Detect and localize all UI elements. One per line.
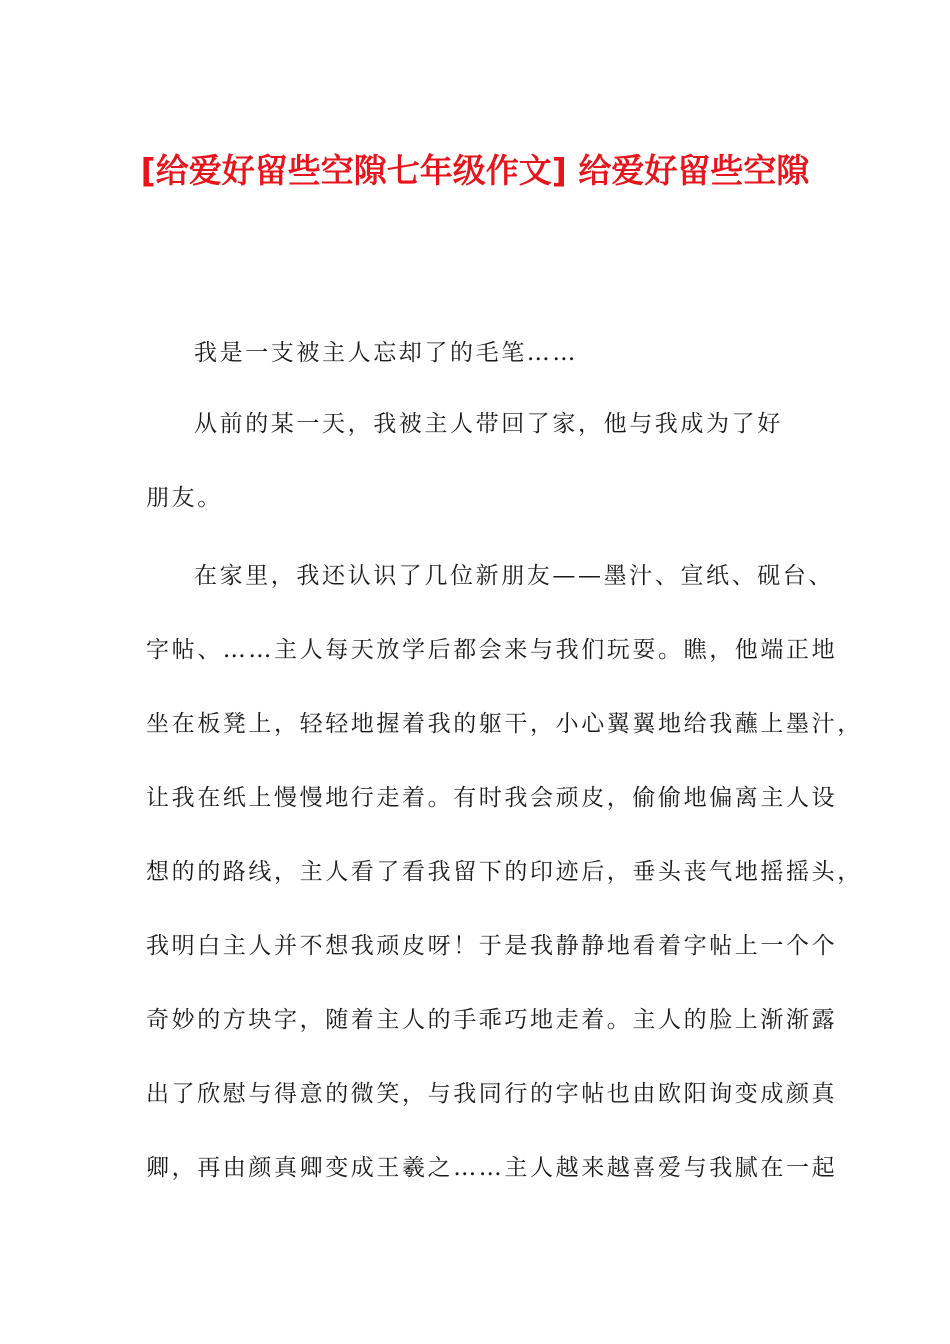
paragraph-3-line: 想的的路线，主人看了看我留下的印迹后，垂头丧气地摇摇头， (146, 859, 863, 885)
paragraph-3-line: 我明白主人并不想我顽皮呀！于是我静静地看着字帖上一个个 (146, 933, 838, 959)
document-title: [给爱好留些空隙七年级作文] 给爱好留些空隙 (140, 151, 810, 190)
paragraph-3-line: 出了欣慰与得意的微笑，与我同行的字帖也由欧阳询变成颜真 (146, 1081, 838, 1107)
paragraph-3-line: 让我在纸上慢慢地行走着。有时我会顽皮，偷偷地偏离主人设 (146, 785, 838, 811)
paragraph-2: 从前的某一天，我被主人带回了家，他与我成为了好朋友。 (146, 411, 783, 511)
paragraph-3-line: 卿，再由颜真卿变成王羲之……主人越来越喜爱与我腻在一起 (146, 1155, 838, 1181)
paragraph-3-line: 在家里，我还认识了几位新朋友——墨汁、宣纸、砚台、 (194, 563, 834, 589)
paragraph-3-line: 字帖、……主人每天放学后都会来与我们玩耍。瞧，他端正地 (146, 637, 838, 663)
paragraph-1: 我是一支被主人忘却了的毛笔…… (194, 340, 578, 366)
paragraph-3-line: 奇妙的方块字，随着主人的手乖巧地走着。主人的脸上渐渐露 (146, 1007, 838, 1033)
paragraph-3 (146, 539, 863, 1205)
paragraph-3-line: 坐在板凳上，轻轻地握着我的躯干，小心翼翼地给我蘸上墨汁， (146, 711, 863, 737)
